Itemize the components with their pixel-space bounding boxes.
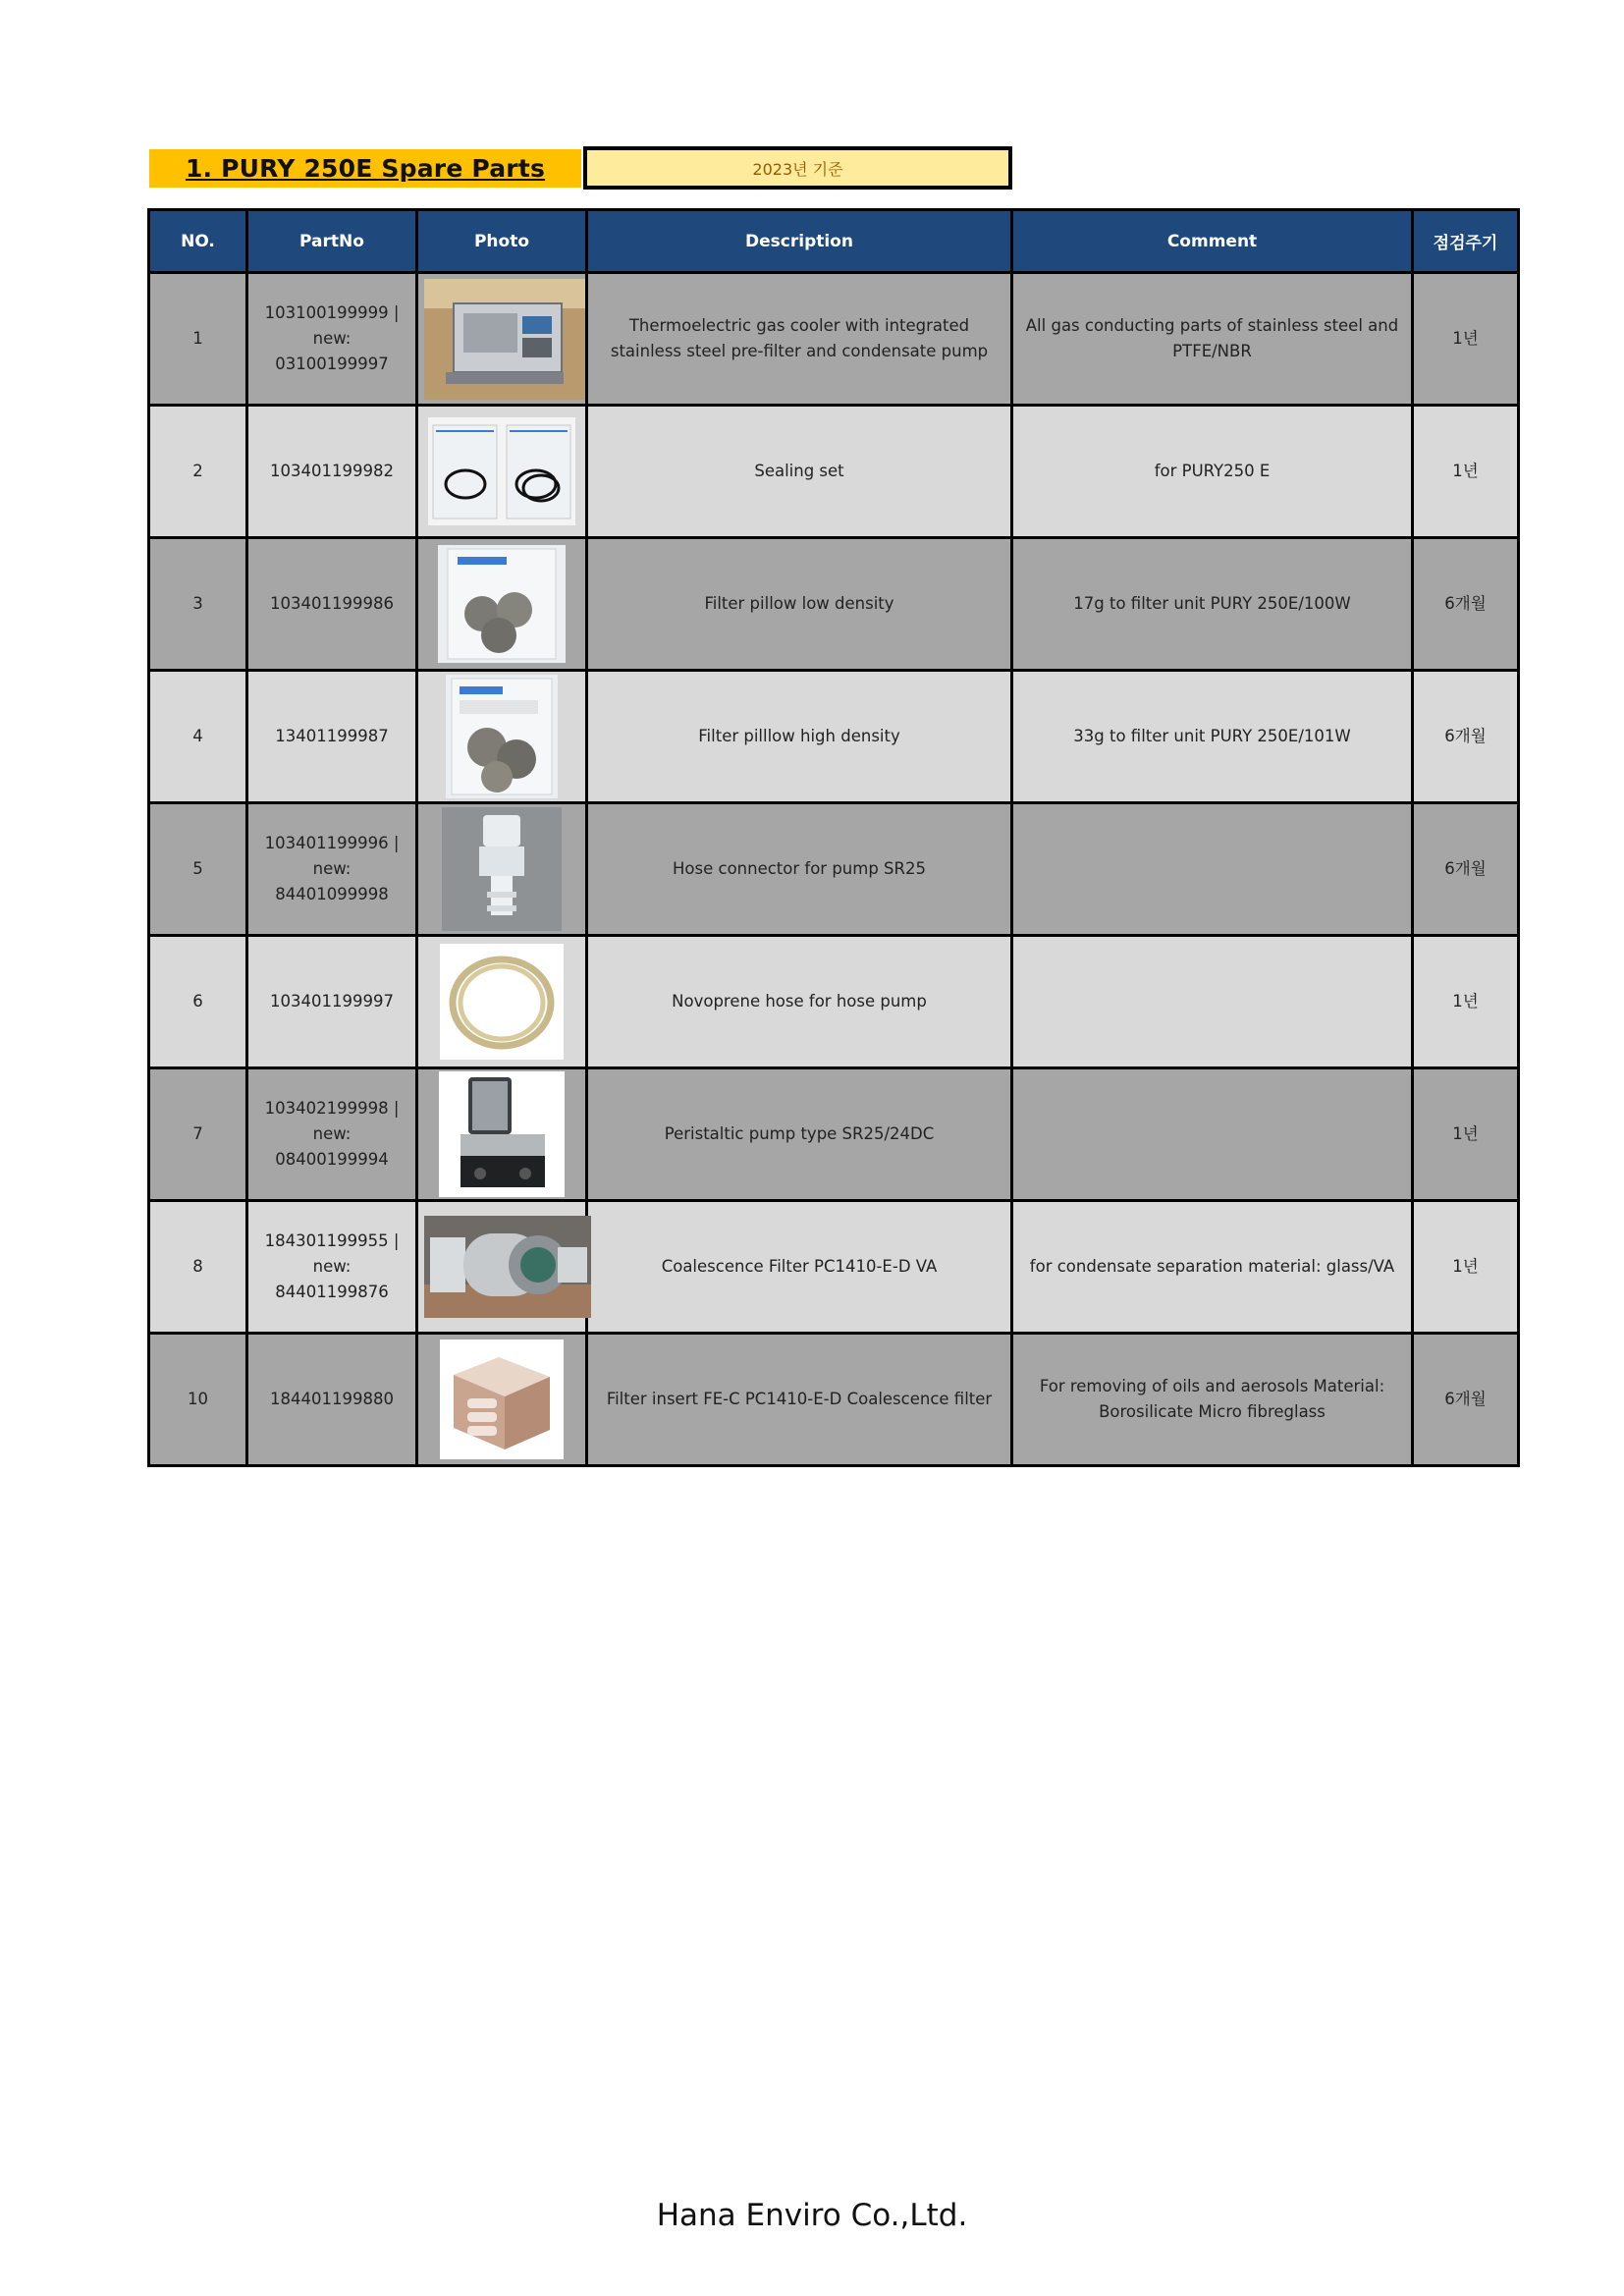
cell-photo — [417, 1201, 587, 1334]
cell-photo — [417, 1334, 587, 1466]
table-row — [149, 1068, 1519, 1201]
table-row — [149, 1334, 1519, 1466]
table-row — [149, 538, 1519, 671]
table-row — [149, 936, 1519, 1068]
cell-interval: 6개월 — [1413, 671, 1519, 803]
cell-no: 8 — [149, 1201, 247, 1334]
table-header-row — [149, 210, 1519, 273]
cell-interval: 6개월 — [1413, 803, 1519, 936]
section-title-box — [149, 149, 581, 188]
cell-no: 3 — [149, 538, 247, 671]
cell-interval: 1년 — [1413, 273, 1519, 406]
cell-interval: 1년 — [1413, 406, 1519, 538]
cell-no: 5 — [149, 803, 247, 936]
header-photo: Photo — [417, 210, 587, 273]
gas-cooler-photo — [424, 279, 585, 400]
header-interval: 점검주기 — [1413, 210, 1519, 273]
cell-no: 7 — [149, 1068, 247, 1201]
section-title: 1. PURY 250E Spare Parts — [185, 154, 546, 183]
cell-interval: 6개월 — [1413, 1334, 1519, 1466]
cell-interval: 1년 — [1413, 936, 1519, 1068]
header-part-no: PartNo — [247, 210, 417, 273]
cell-part-no: 103402199998 | new: 08400199994 — [247, 1068, 417, 1201]
cell-no: 1 — [149, 273, 247, 406]
cell-part-no: 103100199999 | new: 03100199997 — [247, 273, 417, 406]
cell-photo — [417, 273, 587, 406]
cell-part-no: 184401199880 — [247, 1334, 417, 1466]
table-row — [149, 671, 1519, 803]
cell-photo — [417, 1068, 587, 1201]
filter-pillow-high-photo — [446, 675, 558, 798]
cell-comment — [1012, 803, 1413, 936]
cell-photo — [417, 671, 587, 803]
cell-description: Peristaltic pump type SR25/24DC — [587, 1068, 1012, 1201]
cell-comment: 17g to filter unit PURY 250E/100W — [1012, 538, 1413, 671]
cell-comment — [1012, 1068, 1413, 1201]
cell-comment: for PURY250 E — [1012, 406, 1413, 538]
cell-comment: for condensate separation material: glass/VA — [1012, 1201, 1413, 1334]
cell-part-no: 184301199955 | new: 84401199876 — [247, 1201, 417, 1334]
basis-year-box — [583, 146, 1012, 190]
cell-description: Sealing set — [587, 406, 1012, 538]
cell-no: 10 — [149, 1334, 247, 1466]
company-footer: Hana Enviro Co.,Ltd. — [656, 2198, 968, 2233]
spare-parts-table — [147, 208, 1520, 1467]
cell-part-no: 103401199996 | new: 84401099998 — [247, 803, 417, 936]
table-row — [149, 406, 1519, 538]
cell-photo — [417, 936, 587, 1068]
cell-description: Coalescence Filter PC1410-E-D VA — [587, 1201, 1012, 1334]
basis-year-label: 2023년 기준 — [752, 159, 843, 179]
cell-photo — [417, 803, 587, 936]
hose-connector-photo — [442, 807, 562, 931]
cell-comment: 33g to filter unit PURY 250E/101W — [1012, 671, 1413, 803]
filter-insert-photo — [440, 1339, 564, 1459]
cell-description: Filter pilllow high density — [587, 671, 1012, 803]
header-comment: Comment — [1012, 210, 1413, 273]
cell-description: Novoprene hose for hose pump — [587, 936, 1012, 1068]
cell-comment: All gas conducting parts of stainless steel and PTFE/NBR — [1012, 273, 1413, 406]
cell-description: Thermoelectric gas cooler with integrated stainless steel pre-filter and condensate pump — [587, 273, 1012, 406]
cell-comment: For removing of oils and aerosols Material: Borosilicate Micro fibreglass — [1012, 1334, 1413, 1466]
cell-photo — [417, 406, 587, 538]
cell-no: 2 — [149, 406, 247, 538]
cell-description: Hose connector for pump SR25 — [587, 803, 1012, 936]
table-row — [149, 803, 1519, 936]
cell-interval: 6개월 — [1413, 538, 1519, 671]
cell-no: 4 — [149, 671, 247, 803]
novoprene-hose-photo — [440, 944, 564, 1060]
header-description: Description — [587, 210, 1012, 273]
peristaltic-pump-photo — [439, 1071, 565, 1197]
sealing-set-photo — [428, 417, 575, 525]
header-no: NO. — [149, 210, 247, 273]
filter-pillow-low-photo — [438, 545, 566, 663]
table-row — [149, 1201, 1519, 1334]
cell-part-no: 13401199987 — [247, 671, 417, 803]
cell-part-no: 103401199986 — [247, 538, 417, 671]
coalescence-filter-photo — [424, 1216, 591, 1318]
cell-photo — [417, 538, 587, 671]
cell-no: 6 — [149, 936, 247, 1068]
cell-interval: 1년 — [1413, 1201, 1519, 1334]
cell-part-no: 103401199982 — [247, 406, 417, 538]
cell-interval: 1년 — [1413, 1068, 1519, 1201]
cell-description: Filter pillow low density — [587, 538, 1012, 671]
cell-part-no: 103401199997 — [247, 936, 417, 1068]
cell-comment — [1012, 936, 1413, 1068]
cell-description: Filter insert FE-C PC1410-E-D Coalescence filter — [587, 1334, 1012, 1466]
table-row — [149, 273, 1519, 406]
